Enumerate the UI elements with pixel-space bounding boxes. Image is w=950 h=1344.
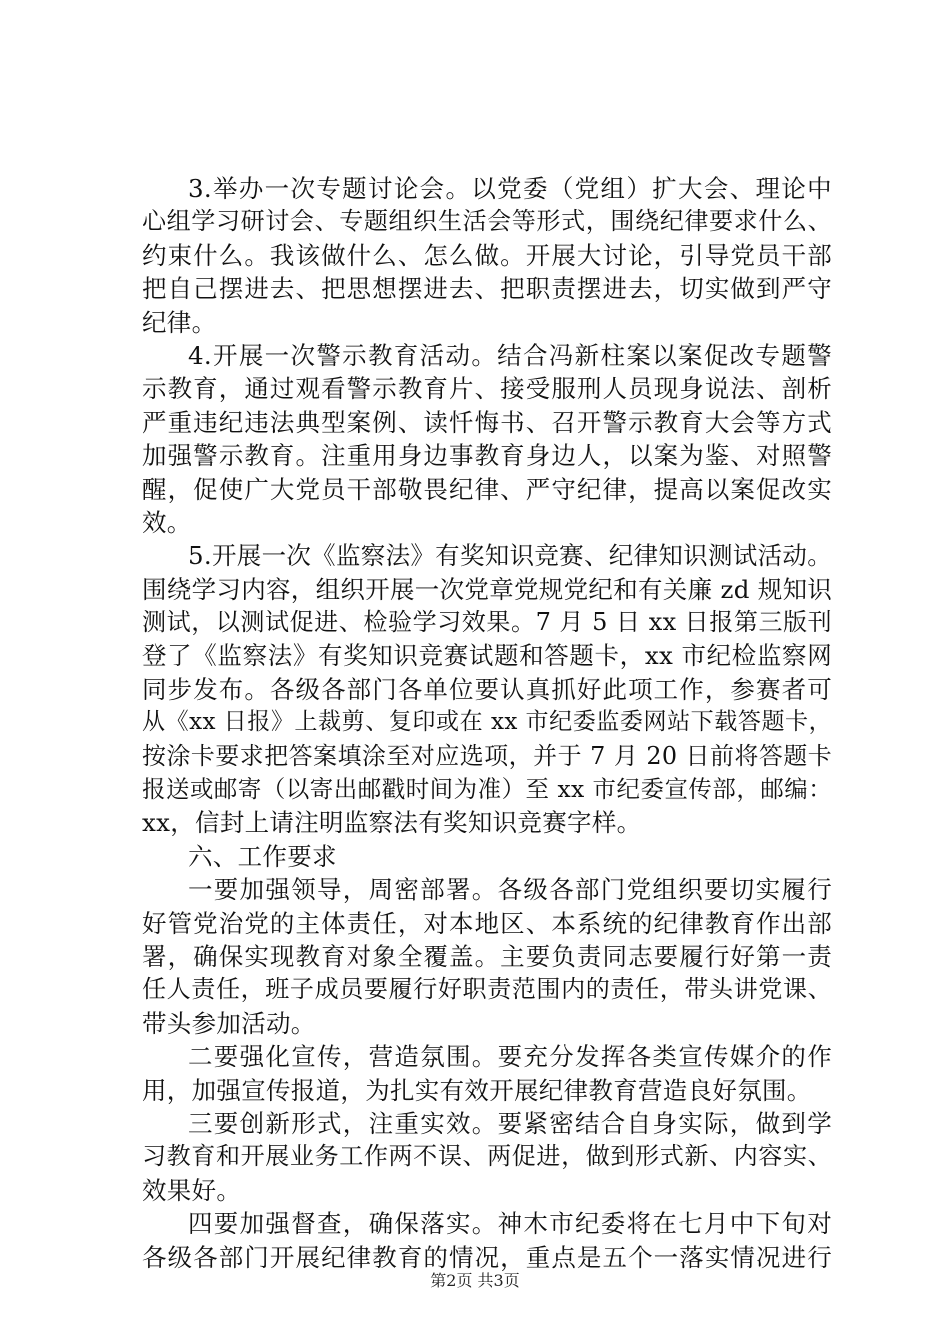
- text-line: 从《xx 日报》上裁剪、复印或在 xx 市纪委监委网站下载答题卡，: [142, 709, 832, 736]
- text-line: 4.开展一次警示教育活动。结合冯新柱案以案促改专题警: [188, 340, 832, 370]
- text-line: 好管党治党的主体责任，对本地区、本系统的纪律教育作出部: [142, 908, 832, 938]
- text-line: 3.举办一次专题讨论会。以党委（党组）扩大会、理论中: [188, 174, 832, 203]
- text-line: 习教育和开展业务工作两不误、两促进，做到形式新、内容实、: [142, 1142, 832, 1171]
- text-line: 醒，促使广大党员干部敬畏纪律、严守纪律，提高以案促改实: [142, 474, 832, 504]
- text-line: 约束什么。我该做什么、怎么做。开展大讨论，引导党员干部: [142, 240, 832, 270]
- text-line: 5.开展一次《监察法》有奖知识竞赛、纪律知识测试活动。: [188, 541, 832, 571]
- text-line: xx，信封上请注明监察法有奖知识竞赛字样。: [142, 808, 642, 838]
- text-line: 用，加强宣传报道，为扎实有效开展纪律教育营造良好氛围。: [142, 1075, 812, 1105]
- document-body: [142, 172, 832, 1274]
- text-line: 同步发布。各级各部门各单位要认真抓好此项工作，参赛者可: [142, 674, 832, 704]
- text-line: 各级各部门开展纪律教育的情况，重点是五个一落实情况进行: [142, 1242, 832, 1272]
- text-line: 任人责任，班子成员要履行好职责范围内的责任，带头讲党课、: [142, 975, 832, 1004]
- text-line: 加强警示教育。注重用身边事教育身边人，以案为鉴、对照警: [142, 441, 832, 471]
- text-line: 六、工作要求: [188, 841, 337, 871]
- text-line: 按涂卡要求把答案填涂至对应选项，并于 7 月 20 日前将答题卡: [142, 741, 832, 770]
- text-line: 测试，以测试促进、检验学习效果。7 月 5 日 xx 日报第三版刊: [142, 608, 832, 637]
- text-line: 围绕学习内容，组织开展一次党章党规党纪和有关廉 zd 规知识: [142, 574, 833, 604]
- text-line: 署，确保实现教育对象全覆盖。主要负责同志要履行好第一责: [142, 941, 832, 971]
- text-line: 一要加强领导，周密部署。各级各部门党组织要切实履行: [188, 875, 832, 905]
- text-line: 二要强化宣传，营造氛围。要充分发挥各类宣传媒介的作: [188, 1042, 832, 1072]
- text-line: 把自己摆进去、把思想摆进去、把职责摆进去，切实做到严守: [142, 274, 832, 304]
- text-line: 报送或邮寄（以寄出邮戳时间为准）至 xx 市纪委宣传部，邮编：: [142, 775, 832, 804]
- text-line: 严重违纪违法典型案例、读忏悔书、召开警示教育大会等方式: [142, 407, 832, 437]
- text-line: 三要创新形式，注重实效。要紧密结合自身实际，做到学: [188, 1108, 832, 1138]
- text-line: 效果好。: [142, 1175, 242, 1205]
- text-line: 心组学习研讨会、专题组织生活会等形式，围绕纪律要求什么、: [142, 207, 832, 236]
- text-line: 效。: [142, 507, 192, 537]
- text-line: 带头参加活动。: [142, 1008, 316, 1038]
- text-line: 纪律。: [142, 307, 217, 337]
- text-line: 四要加强督查，确保落实。神木市纪委将在七月中下旬对: [188, 1209, 832, 1239]
- text-line: 示教育，通过观看警示教育片、接受服刑人员现身说法、剖析: [142, 374, 832, 404]
- text-line: 登了《监察法》有奖知识竞赛试题和答题卡，xx 市纪检监察网: [142, 641, 832, 671]
- page-footer: 第2页 共3页: [430, 1271, 520, 1290]
